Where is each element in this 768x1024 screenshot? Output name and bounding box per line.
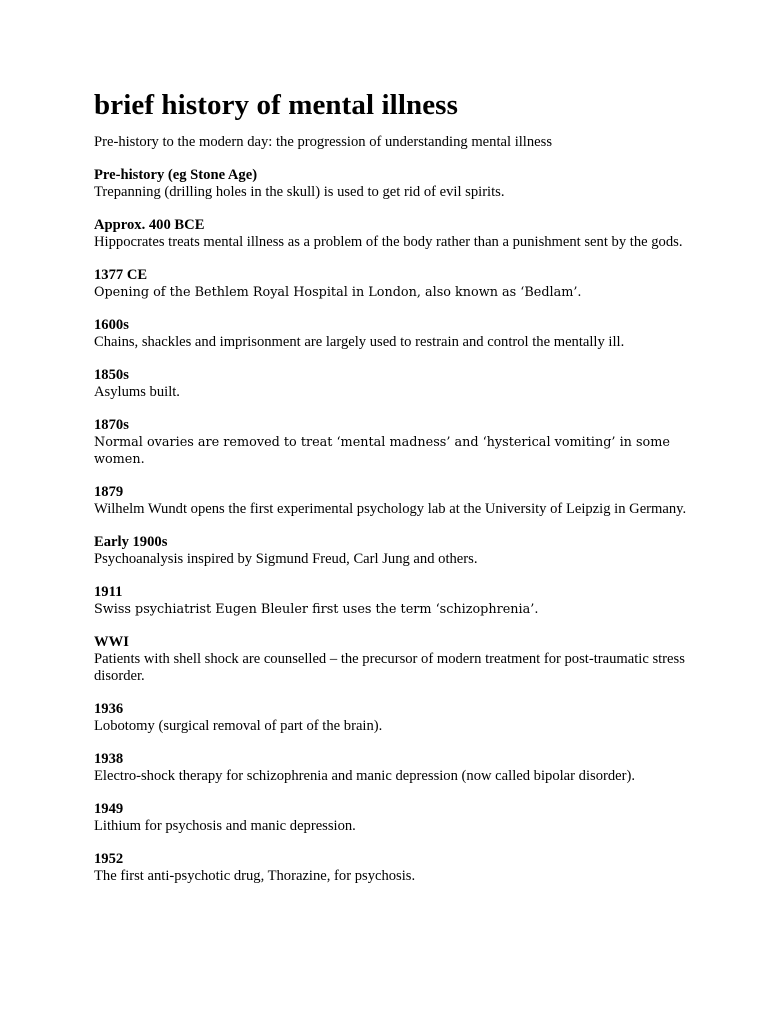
entry-date: 1938: [94, 751, 124, 767]
entry-text: Hippocrates treats mental illness as a problem of the body rather than a punishment sent by the gods.: [94, 234, 683, 250]
timeline-entry: [94, 484, 694, 518]
timeline-entry: [94, 417, 694, 468]
entry-text: Trepanning (drilling holes in the skull) is used to get rid of evil spirits.: [94, 184, 505, 200]
timeline-entry: [94, 167, 694, 201]
timeline-entry: [94, 801, 694, 835]
entry-date: 1600s: [94, 317, 129, 333]
page-subtitle: Pre-history to the modern day: the progression of understanding mental illness: [94, 134, 552, 150]
entry-date: 1952: [94, 851, 124, 867]
entry-date: 1911: [94, 584, 123, 600]
entry-text: Lobotomy (surgical removal of part of the brain).: [94, 718, 383, 734]
document-page: [94, 86, 694, 901]
entry-date: 1879: [94, 484, 124, 500]
timeline-entry: [94, 367, 694, 401]
entry-date: 1949: [94, 801, 124, 817]
entry-date: 1377 CE: [94, 267, 148, 283]
entry-date: Approx. 400 BCE: [94, 217, 205, 233]
entry-date: WWI: [94, 634, 129, 650]
entry-text: Normal ovaries are removed to treat ‘mental madness’ and ‘hysterical vomiting’ in some women.: [94, 435, 670, 467]
entry-date: 1936: [94, 701, 124, 717]
timeline-entry: [94, 634, 694, 685]
timeline-entry: [94, 217, 694, 251]
entry-text: Electro-shock therapy for schizophrenia and manic depression (now called bipolar disorder).: [94, 768, 635, 784]
entry-date: 1870s: [94, 417, 129, 433]
entry-date: 1850s: [94, 367, 129, 383]
entry-text: Asylums built.: [94, 384, 180, 400]
entry-text: Wilhelm Wundt opens the first experimental psychology lab at the University of Leipzig in Germany.: [94, 501, 687, 517]
timeline-entry: [94, 751, 694, 785]
timeline-entry: [94, 701, 694, 735]
entry-text: Lithium for psychosis and manic depression.: [94, 818, 356, 834]
timeline-entry: [94, 267, 694, 301]
entry-text: The first anti-psychotic drug, Thorazine, for psychosis.: [94, 868, 416, 884]
timeline-entry: [94, 851, 694, 885]
entry-text: Psychoanalysis inspired by Sigmund Freud, Carl Jung and others.: [94, 551, 478, 567]
entry-text: Patients with shell shock are counselled – the precursor of modern treatment for post-traumatic stress disorder.: [94, 651, 685, 684]
entry-date: Pre-history (eg Stone Age): [94, 167, 258, 183]
entry-text: Swiss psychiatrist Eugen Bleuler first uses the term ‘schizophrenia’.: [94, 602, 539, 617]
entry-text: Opening of the Bethlem Royal Hospital in London, also known as ‘Bedlam’.: [94, 285, 582, 300]
timeline-entry: [94, 584, 694, 618]
timeline-entry: [94, 317, 694, 351]
timeline-entry: [94, 534, 694, 568]
entry-date: Early 1900s: [94, 534, 168, 550]
entry-text: Chains, shackles and imprisonment are largely used to restrain and control the mentally ill.: [94, 334, 625, 350]
page-title: brief history of mental illness: [94, 89, 458, 121]
